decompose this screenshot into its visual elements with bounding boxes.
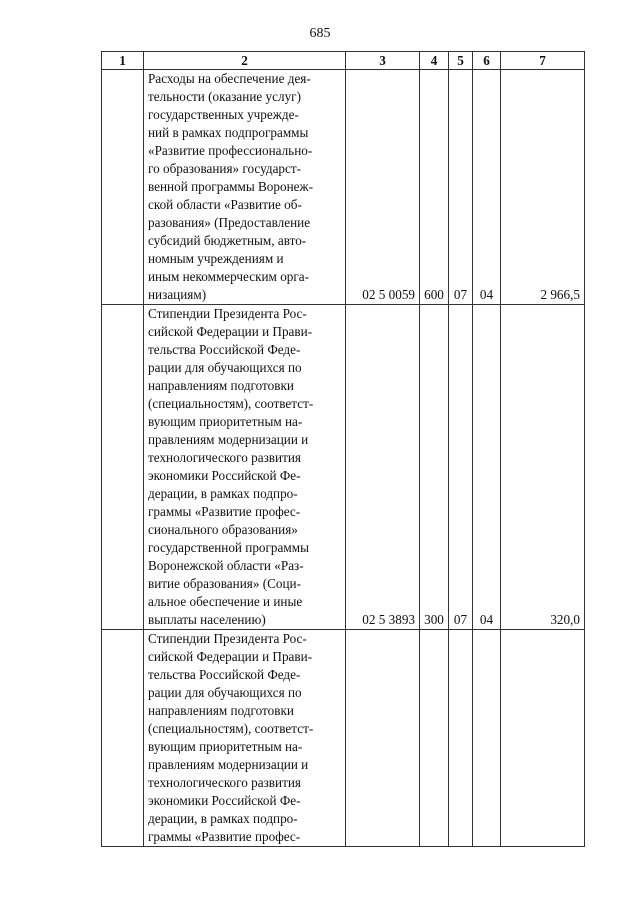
cell-col-5: 07	[449, 305, 473, 630]
description-line: рации для обучающихся по	[148, 685, 302, 700]
description-line: витие образования» (Соци-	[148, 576, 301, 591]
header-col-4: 4	[420, 52, 449, 70]
description-line: низациям)	[148, 287, 207, 302]
description-line: сионального образования»	[148, 522, 298, 537]
description-line: иным некоммерческим орга-	[148, 269, 310, 284]
description-line: направлениям подготовки	[148, 703, 294, 718]
cell-col-6	[473, 630, 501, 847]
description-line: технологического развития	[148, 450, 301, 465]
description-line: граммы «Развитие профес-	[148, 504, 301, 519]
description-line: венной программы Воронеж-	[148, 179, 314, 194]
cell-description	[144, 70, 346, 305]
header-col-5: 5	[449, 52, 473, 70]
description-line: экономики Российской Фе-	[148, 468, 301, 483]
cell-description	[144, 630, 346, 847]
header-col-7: 7	[501, 52, 585, 70]
description-line: дерации, в рамках подпро-	[148, 486, 298, 501]
cell-code: 02 5 0059	[346, 70, 420, 305]
header-col-2: 2	[144, 52, 346, 70]
cell-col-4: 600	[420, 70, 449, 305]
cell-amount: 2 966,5	[501, 70, 585, 305]
description-line: ской области «Развитие об-	[148, 197, 302, 212]
description-line: (специальностям), соответст-	[148, 396, 314, 411]
description-line: граммы «Развитие профес-	[148, 829, 301, 844]
cell-amount	[501, 630, 585, 847]
description-line: тельства Российской Феде-	[148, 342, 301, 357]
description-line: (специальностям), соответст-	[148, 721, 314, 736]
description-line: тельности (оказание услуг)	[148, 89, 301, 104]
cell-code: 02 5 3893	[346, 305, 420, 630]
description-line: Стипендии Президента Рос-	[148, 631, 307, 646]
description-line: государственной программы	[148, 540, 309, 555]
description-line: субсидий бюджетным, авто-	[148, 233, 307, 248]
description-line: государственных учрежде-	[148, 107, 299, 122]
table-row	[102, 305, 585, 630]
header-col-3: 3	[346, 52, 420, 70]
cell-col-1	[102, 70, 144, 305]
description-line: направлениям подготовки	[148, 378, 294, 393]
header-col-1: 1	[102, 52, 144, 70]
cell-col-4	[420, 630, 449, 847]
cell-col-5	[449, 630, 473, 847]
description-line: Стипендии Президента Рос-	[148, 306, 307, 321]
description-line: сийской Федерации и Прави-	[148, 649, 313, 664]
description-line: правлениям модернизации и	[148, 432, 309, 447]
table-row	[102, 70, 585, 305]
header-row	[102, 52, 585, 70]
cell-description	[144, 305, 346, 630]
description-line: Воронежской области «Раз-	[148, 558, 304, 573]
description-line: тельства Российской Феде-	[148, 667, 301, 682]
cell-col-6: 04	[473, 70, 501, 305]
description-line: правлениям модернизации и	[148, 757, 309, 772]
description-line: го образования» государст-	[148, 161, 302, 176]
description-line: сийской Федерации и Прави-	[148, 324, 313, 339]
header-col-6: 6	[473, 52, 501, 70]
description-line: разования» (Предоставление	[148, 215, 311, 230]
description-line: выплаты населению)	[148, 612, 266, 627]
table-row	[102, 630, 585, 847]
budget-table	[101, 51, 585, 847]
cell-col-1	[102, 630, 144, 847]
cell-col-6: 04	[473, 305, 501, 630]
description-line: ний в рамках подпрограммы	[148, 125, 309, 140]
cell-col-5: 07	[449, 70, 473, 305]
page-number: 685	[309, 26, 331, 41]
description-line: «Развитие профессионально-	[148, 143, 313, 158]
description-line: Расходы на обеспечение дея-	[148, 71, 311, 86]
description-line: вующим приоритетным на-	[148, 739, 303, 754]
cell-code	[346, 630, 420, 847]
description-line: рации для обучающихся по	[148, 360, 302, 375]
description-line: номным учреждениям и	[148, 251, 284, 266]
cell-amount: 320,0	[501, 305, 585, 630]
description-line: вующим приоритетным на-	[148, 414, 303, 429]
description-line: альное обеспечение и иные	[148, 594, 303, 609]
cell-col-4: 300	[420, 305, 449, 630]
description-line: экономики Российской Фе-	[148, 793, 301, 808]
description-line: дерации, в рамках подпро-	[148, 811, 298, 826]
description-line: технологического развития	[148, 775, 301, 790]
cell-col-1	[102, 305, 144, 630]
